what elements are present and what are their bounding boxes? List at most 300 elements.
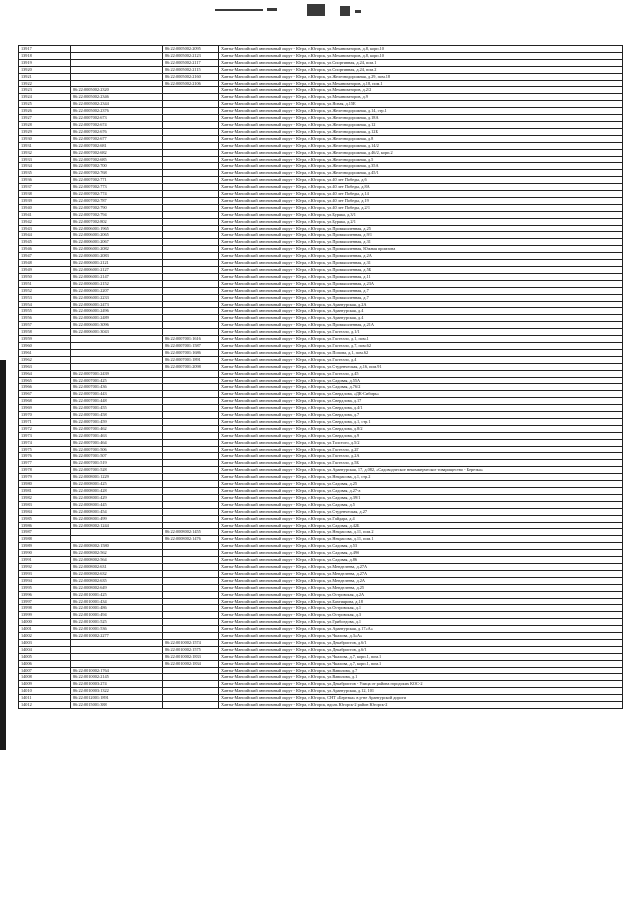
address-cell: Ханты-Мансийский автономный округ - Югра, г.Югорск, ул.Железнодорожная, д.5	[219, 156, 623, 163]
row-number-cell: 13960	[19, 342, 71, 349]
row-number-cell: 13924	[19, 94, 71, 101]
row-number-cell: 14004	[19, 646, 71, 653]
address-cell: Ханты-Мансийский автономный округ - Югра, г.Югорск, ул.Гастелло, д.45	[219, 370, 623, 377]
address-cell: Ханты-Мансийский автономный округ - Югра, г.Югорск, ул.Декабристов - Улица от района городских КОС-2	[219, 681, 623, 688]
premises-cadastral-number-cell	[163, 177, 219, 184]
address-cell: Ханты-Мансийский автономный округ - Югра, г.Югорск, ул.Промышленная, д.5Б	[219, 267, 623, 274]
address-cell: Ханты-Мансийский автономный округ - Югра, г.Югорск, ул.Садовая, д.42Б	[219, 522, 623, 529]
table-row	[19, 702, 623, 709]
address-cell: Ханты-Мансийский автономный округ - Югра, г.Югорск, ул.Спортивная, д.24, пом.2	[219, 66, 623, 73]
row-number-cell: 13975	[19, 446, 71, 453]
premises-cadastral-number-cell	[163, 432, 219, 439]
table-row	[19, 315, 623, 322]
table-row	[19, 425, 623, 432]
premises-cadastral-number-cell	[163, 204, 219, 211]
land-cadastral-number-cell: 86:22:0007002:802	[71, 218, 163, 225]
land-cadastral-number-cell: 86:22:0006001:2083	[71, 253, 163, 260]
table-row	[19, 66, 623, 73]
land-cadastral-number-cell: 86:22:0007001:436	[71, 384, 163, 391]
table-row	[19, 156, 623, 163]
land-cadastral-number-cell: 86:22:0007002:681	[71, 142, 163, 149]
premises-cadastral-number-cell: 86:22:0005002:2123	[163, 52, 219, 59]
row-number-cell: 13931	[19, 142, 71, 149]
table-row	[19, 46, 623, 53]
land-cadastral-number-cell	[71, 639, 163, 646]
address-cell: Ханты-Мансийский автономный округ - Югра, г.Югорск, ул.Свердлова, д.8/2	[219, 425, 623, 432]
land-cadastral-number-cell: 86:22:0010001:494	[71, 612, 163, 619]
row-number-cell: 13962	[19, 356, 71, 363]
table-row	[19, 460, 623, 467]
address-cell: Ханты-Мансийский автономный округ - Югра, г.Югорск, ул.40 лет Победы, д.6	[219, 177, 623, 184]
table-row	[19, 260, 623, 267]
land-cadastral-number-cell: 86:22:0008001:425	[71, 481, 163, 488]
table-row	[19, 121, 623, 128]
premises-cadastral-number-cell	[163, 446, 219, 453]
land-cadastral-number-cell	[71, 356, 163, 363]
table-row	[19, 177, 623, 184]
row-number-cell: 14007	[19, 667, 71, 674]
land-cadastral-number-cell: 86:22:0006001:2489	[71, 315, 163, 322]
land-cadastral-number-cell: 86:22:0006001:2147	[71, 273, 163, 280]
table-row	[19, 391, 623, 398]
address-cell: Ханты-Мансийский автономный округ - Югра, г.Югорск, ул.Гайдара, д.4	[219, 515, 623, 522]
address-cell: Ханты-Мансийский автономный округ - Югра, г.Югорск, ул.Свердлова, д.1, стр.1	[219, 418, 623, 425]
land-cadastral-number-cell	[71, 342, 163, 349]
land-cadastral-number-cell: 86:22:0010001:486	[71, 605, 163, 612]
address-cell: Ханты-Мансийский автономный округ - Югра, г.Югорск, ул.Промышленная, д.25	[219, 225, 623, 232]
premises-cadastral-number-cell	[163, 453, 219, 460]
table-row	[19, 94, 623, 101]
land-cadastral-number-cell: 86:22:0005002:2320	[71, 87, 163, 94]
address-cell: Ханты-Мансийский автономный округ - Югра, г.Югорск, ул.40 лет Победы, д.8А	[219, 184, 623, 191]
address-cell: Ханты-Мансийский автономный округ - Югра, г.Югорск, ул.Свердлова, д.4/1	[219, 405, 623, 412]
land-cadastral-number-cell	[71, 349, 163, 356]
row-number-cell: 13999	[19, 612, 71, 619]
land-cadastral-number-cell	[71, 66, 163, 73]
table-row	[19, 218, 623, 225]
premises-cadastral-number-cell	[163, 191, 219, 198]
table-row	[19, 653, 623, 660]
premises-cadastral-number-cell	[163, 501, 219, 508]
table-row	[19, 267, 623, 274]
table-row	[19, 59, 623, 66]
row-number-cell: 13956	[19, 315, 71, 322]
row-number-cell: 13939	[19, 197, 71, 204]
premises-cadastral-number-cell	[163, 391, 219, 398]
row-number-cell: 13968	[19, 398, 71, 405]
address-cell: Ханты-Мансийский автономный округ - Югра, г.Югорск, ул.Железнодорожная, д.45/1	[219, 170, 623, 177]
row-number-cell: 13969	[19, 405, 71, 412]
address-cell: Ханты-Мансийский автономный округ - Югра, г.Югорск, ул.Железнодорожная, д.18А	[219, 115, 623, 122]
premises-cadastral-number-cell: 86:22:0005002:2160	[163, 73, 219, 80]
premises-cadastral-number-cell	[163, 619, 219, 626]
row-number-cell: 13972	[19, 425, 71, 432]
land-cadastral-number-cell: 86:22:0008002:562	[71, 550, 163, 557]
table-row	[19, 273, 623, 280]
land-cadastral-number-cell: 86:22:0007002:771	[71, 177, 163, 184]
address-cell: Ханты-Мансийский автономный округ - Югра, г.Югорск, ул.Свердлова, д.9	[219, 432, 623, 439]
row-number-cell: 14010	[19, 688, 71, 695]
table-row	[19, 467, 623, 474]
premises-cadastral-number-cell	[163, 460, 219, 467]
address-cell: Ханты-Мансийский автономный округ - Югра, г.Югорск, ул.Железнодорожная, д.12	[219, 121, 623, 128]
land-cadastral-number-cell: 86:22:0007001:425	[71, 377, 163, 384]
land-cadastral-number-cell: 86:22:0008002:632	[71, 570, 163, 577]
premises-cadastral-number-cell	[163, 522, 219, 529]
land-cadastral-number-cell: 86:22:0008001:428	[71, 488, 163, 495]
row-number-cell: 13937	[19, 184, 71, 191]
table-row	[19, 584, 623, 591]
premises-cadastral-number-cell: 86:22:0010002:1575	[163, 646, 219, 653]
row-number-cell: 14005	[19, 653, 71, 660]
row-number-cell: 13951	[19, 280, 71, 287]
row-number-cell: 13973	[19, 432, 71, 439]
row-number-cell: 14008	[19, 674, 71, 681]
land-cadastral-number-cell: 86:22:0007001:519	[71, 460, 163, 467]
address-cell: Ханты-Мансийский автономный округ - Югра, г.Югорск, ул.Гастелло, д.2Г	[219, 446, 623, 453]
land-cadastral-number-cell: 86:22:0006001:2121	[71, 260, 163, 267]
address-cell: Ханты-Мансийский автономный округ - Югра, г.Югорск, ул.Садовая, д.39/1	[219, 494, 623, 501]
address-cell: Ханты-Мансийский автономный округ - Югра, г.Югорск, ул.Некрасова, д.11, пом.1	[219, 536, 623, 543]
table-row	[19, 598, 623, 605]
row-number-cell: 13944	[19, 232, 71, 239]
premises-cadastral-number-cell	[163, 211, 219, 218]
table-row	[19, 405, 623, 412]
row-number-cell: 13947	[19, 253, 71, 260]
table-row	[19, 550, 623, 557]
address-cell: Ханты-Мансийский автономный округ - Югра, г.Югорск, ул.Менделеева, д.27А	[219, 570, 623, 577]
row-number-cell: 13933	[19, 156, 71, 163]
address-cell: Ханты-Мансийский автономный округ - Югра, г.Югорск, ул.Островская, д.2А	[219, 591, 623, 598]
table-row	[19, 135, 623, 142]
premises-cadastral-number-cell	[163, 94, 219, 101]
premises-cadastral-number-cell	[163, 405, 219, 412]
address-cell: Ханты-Мансийский автономный округ - Югра, г.Югорск, ул.Гастелло, д.1/1	[219, 329, 623, 336]
table-row	[19, 432, 623, 439]
address-cell: Ханты-Мансийский автономный округ - Югра, г.Югорск, ул.Толстого, д.5/2	[219, 439, 623, 446]
address-cell: Ханты-Мансийский автономный округ - Югра, г.Югорск, ул.Промышленная, д.31	[219, 260, 623, 267]
row-number-cell: 13941	[19, 211, 71, 218]
premises-cadastral-number-cell	[163, 273, 219, 280]
address-cell: Ханты-Мансийский автономный округ - Югра, г.Югорск, ул.Ясная, д.15Е	[219, 101, 623, 108]
row-number-cell: 13967	[19, 391, 71, 398]
land-cadastral-number-cell: 86:22:0010001:425	[71, 591, 163, 598]
table-row	[19, 418, 623, 425]
address-cell: Ханты-Мансийский автономный округ - Югра, г.Югорск, ул.Студенческая, д.27	[219, 508, 623, 515]
table-row	[19, 384, 623, 391]
address-cell: Ханты-Мансийский автономный округ - Югра, г.Югорск, ул.Студенческая, д.16, пом.91	[219, 363, 623, 370]
row-number-cell: 14001	[19, 626, 71, 633]
land-cadastral-number-cell: 86:22:0008001:454	[71, 508, 163, 515]
row-number-cell: 13978	[19, 467, 71, 474]
row-number-cell: 13982	[19, 494, 71, 501]
table-row	[19, 191, 623, 198]
premises-cadastral-number-cell	[163, 370, 219, 377]
row-number-cell: 13925	[19, 101, 71, 108]
premises-cadastral-number-cell	[163, 246, 219, 253]
premises-cadastral-number-cell	[163, 702, 219, 709]
row-number-cell: 13950	[19, 273, 71, 280]
premises-cadastral-number-cell	[163, 149, 219, 156]
address-cell: Ханты-Мансийский автономный округ - Югра, г.Югорск, ул.Железнодорожная, д.14/2	[219, 142, 623, 149]
address-cell: Ханты-Мансийский автономный округ - Югра, г.Югорск, ул.Свердлова, д.17	[219, 398, 623, 405]
premises-cadastral-number-cell	[163, 474, 219, 481]
land-cadastral-number-cell: 86:22:0007001:464	[71, 439, 163, 446]
row-number-cell: 13996	[19, 591, 71, 598]
row-number-cell: 13963	[19, 363, 71, 370]
table-row	[19, 563, 623, 570]
register-table-wrap	[18, 45, 622, 709]
table-row	[19, 639, 623, 646]
row-number-cell: 14003	[19, 639, 71, 646]
row-number-cell: 13988	[19, 536, 71, 543]
land-cadastral-number-cell: 86:22:0010001:536	[71, 626, 163, 633]
land-cadastral-number-cell: 86:22:0010002:2145	[71, 674, 163, 681]
row-number-cell: 13922	[19, 80, 71, 87]
address-cell: Ханты-Мансийский автономный округ - Югра, г.Югорск, ул.Гастелло, д.1, пом.1	[219, 336, 623, 343]
address-cell: Ханты-Мансийский автономный округ - Югра, г.Югорск, ул.Буряка, д.2/1	[219, 218, 623, 225]
address-cell: Ханты-Мансийский автономный округ - Югра, г.Югорск, ул.Промышленная, д.31	[219, 239, 623, 246]
land-cadastral-number-cell: 86:22:0006001:2473	[71, 301, 163, 308]
land-cadastral-number-cell: 86:22:0007001:507	[71, 453, 163, 460]
land-cadastral-number-cell: 86:22:0005002:2346	[71, 94, 163, 101]
address-cell: Ханты-Мансийский автономный округ - Югра, г.Югорск, ул.Железнодорожная, д.14, стр.1	[219, 108, 623, 115]
table-row	[19, 142, 623, 149]
table-row	[19, 329, 623, 336]
row-number-cell: 13984	[19, 508, 71, 515]
address-cell: Ханты-Мансийский автономный округ - Югра, г.Югорск, ул.Механизаторов, д.8, корп.10	[219, 52, 623, 59]
table-row	[19, 197, 623, 204]
table-row	[19, 73, 623, 80]
land-cadastral-number-cell: 86:22:0007002:790	[71, 204, 163, 211]
premises-cadastral-number-cell	[163, 308, 219, 315]
premises-cadastral-number-cell	[163, 563, 219, 570]
row-number-cell: 13990	[19, 550, 71, 557]
row-number-cell: 13994	[19, 577, 71, 584]
row-number-cell: 13919	[19, 59, 71, 66]
row-number-cell: 13997	[19, 598, 71, 605]
row-number-cell: 14009	[19, 681, 71, 688]
address-cell: Ханты-Мансийский автономный округ - Югра, г.Югорск, ул.Железнодорожная, д.29, пом.18	[219, 73, 623, 80]
table-row	[19, 239, 623, 246]
premises-cadastral-number-cell	[163, 605, 219, 612]
table-row	[19, 474, 623, 481]
table-row	[19, 101, 623, 108]
land-cadastral-number-cell: 86:22:0007001:455	[71, 405, 163, 412]
table-row	[19, 294, 623, 301]
address-cell: Ханты-Мансийский автономный округ - Югра, г.Югорск, ул.Промышленная, д.7	[219, 294, 623, 301]
premises-cadastral-number-cell	[163, 695, 219, 702]
table-row	[19, 515, 623, 522]
land-cadastral-number-cell	[71, 536, 163, 543]
row-number-cell: 13992	[19, 563, 71, 570]
land-cadastral-number-cell: 86:22:0007001:459	[71, 418, 163, 425]
premises-cadastral-number-cell	[163, 688, 219, 695]
premises-cadastral-number-cell	[163, 225, 219, 232]
table-row	[19, 253, 623, 260]
premises-cadastral-number-cell	[163, 232, 219, 239]
premises-cadastral-number-cell	[163, 557, 219, 564]
scan-edge-bar	[0, 360, 6, 750]
address-cell: Ханты-Мансийский автономный округ - Югра, г.Югорск, ул.40 лет Победы, д.2/1	[219, 204, 623, 211]
address-cell: Ханты-Мансийский автономный округ - Югра, г.Югорск, ул.Механизаторов, д.2/2	[219, 87, 623, 94]
row-number-cell: 13964	[19, 370, 71, 377]
land-cadastral-number-cell: 86:22:0006001:2065	[71, 232, 163, 239]
land-cadastral-number-cell: 86:22:0007002:794	[71, 211, 163, 218]
address-cell: Ханты-Мансийский автономный округ - Югра, г.Югорск, ул.Садовая, д.25	[219, 481, 623, 488]
row-number-cell: 13921	[19, 73, 71, 80]
land-cadastral-number-cell	[71, 336, 163, 343]
address-cell: Ханты-Мансийский автономный округ - Югра, г.Югорск, вдоль Югорск-2 район Югорск-2	[219, 702, 623, 709]
premises-cadastral-number-cell: 86:22:0007001:1891	[163, 356, 219, 363]
row-number-cell: 13991	[19, 557, 71, 564]
land-cadastral-number-cell: 86:22:0006001:1965	[71, 225, 163, 232]
land-cadastral-number-cell	[71, 529, 163, 536]
land-cadastral-number-cell: 86:22:0007002:677	[71, 135, 163, 142]
land-cadastral-number-cell: 86:22:0006001:3043	[71, 329, 163, 336]
row-number-cell: 13934	[19, 163, 71, 170]
land-cadastral-number-cell: 86:22:0010003:274	[71, 681, 163, 688]
premises-cadastral-number-cell	[163, 425, 219, 432]
address-cell: Ханты-Мансийский автономный округ - Югра, г.Югорск, ул.Садовая, д.49б	[219, 550, 623, 557]
address-cell: Ханты-Мансийский автономный округ - Югра, г.Югорск, ул.Островская, д.3	[219, 612, 623, 619]
premises-cadastral-number-cell	[163, 260, 219, 267]
row-number-cell: 13958	[19, 329, 71, 336]
address-cell: Ханты-Мансийский автономный округ - Югра, г.Югорск, ул.Декабристов, д.6/1	[219, 639, 623, 646]
table-row	[19, 674, 623, 681]
row-number-cell: 14006	[19, 660, 71, 667]
row-number-cell: 13981	[19, 488, 71, 495]
premises-cadastral-number-cell	[163, 294, 219, 301]
premises-cadastral-number-cell: 86:22:0007001:1686	[163, 349, 219, 356]
row-number-cell: 13917	[19, 46, 71, 53]
address-cell: Ханты-Мансийский автономный округ - Югра, г.Югорск, ул.Менделеева, д.27А	[219, 563, 623, 570]
address-cell: Ханты-Мансийский автономный округ - Югра, г.Югорск, ул.Промышленная, д.2А	[219, 253, 623, 260]
premises-cadastral-number-cell	[163, 626, 219, 633]
land-cadastral-number-cell: 86:22:0008002:564	[71, 557, 163, 564]
row-number-cell: 13954	[19, 301, 71, 308]
row-number-cell: 13980	[19, 481, 71, 488]
premises-cadastral-number-cell	[163, 101, 219, 108]
premises-cadastral-number-cell	[163, 197, 219, 204]
premises-cadastral-number-cell: 86:22:0010002:1834	[163, 660, 219, 667]
row-number-cell: 13926	[19, 108, 71, 115]
row-number-cell: 13953	[19, 294, 71, 301]
table-row	[19, 356, 623, 363]
land-cadastral-number-cell	[71, 363, 163, 370]
land-cadastral-number-cell: 86:22:0007002:773	[71, 184, 163, 191]
address-cell: Ханты-Мансийский автономный округ - Югра, г.Югорск, ул.Садовая, д.53	[219, 543, 623, 550]
address-cell: Ханты-Мансийский автономный округ - Югра, г.Югорск, ул.Промышленная, д.23А	[219, 280, 623, 287]
address-cell: Ханты-Мансийский автономный округ - Югра, г.Югорск, ул.Промышленная, д.21А	[219, 322, 623, 329]
address-cell: Ханты-Мансийский автономный округ - Югра, г.Югорск, ул.Декабристов, д.6/1	[219, 646, 623, 653]
row-number-cell: 13923	[19, 87, 71, 94]
premises-cadastral-number-cell: 86:22:0005002:2117	[163, 59, 219, 66]
table-row	[19, 557, 623, 564]
land-cadastral-number-cell: 86:22:0008002:1580	[71, 543, 163, 550]
land-cadastral-number-cell: 86:22:0006001:2127	[71, 267, 163, 274]
land-cadastral-number-cell: 86:22:0008002:1244	[71, 522, 163, 529]
land-cadastral-number-cell	[71, 80, 163, 87]
table-row	[19, 412, 623, 419]
row-number-cell: 13938	[19, 191, 71, 198]
land-cadastral-number-cell: 86:22:0010003:1322	[71, 688, 163, 695]
table-row	[19, 184, 623, 191]
land-cadastral-number-cell: 86:22:0006001:2067	[71, 239, 163, 246]
premises-cadastral-number-cell	[163, 612, 219, 619]
table-row	[19, 612, 623, 619]
table-row	[19, 522, 623, 529]
premises-cadastral-number-cell	[163, 218, 219, 225]
land-cadastral-number-cell: 86:22:0007002:685	[71, 156, 163, 163]
table-row	[19, 170, 623, 177]
row-number-cell: 13936	[19, 177, 71, 184]
row-number-cell: 13929	[19, 128, 71, 135]
premises-cadastral-number-cell	[163, 412, 219, 419]
address-cell: Ханты-Мансийский автономный округ - Югра, г.Югорск, ул.Механизаторов, д.8, корп.10	[219, 46, 623, 53]
table-row	[19, 280, 623, 287]
land-cadastral-number-cell: 86:22:0007001:463	[71, 432, 163, 439]
land-cadastral-number-cell: 86:22:0007001:448	[71, 398, 163, 405]
row-number-cell: 13948	[19, 260, 71, 267]
table-row	[19, 446, 623, 453]
table-row	[19, 543, 623, 550]
address-cell: Ханты-Мансийский автономный округ - Югра, г.Югорск, ул.Чкалова, д.7, корп.1, пом.1	[219, 653, 623, 660]
address-cell: Ханты-Мансийский автономный округ - Югра, г.Югорск, ул.Гастелло, д.7, пом.62	[219, 342, 623, 349]
land-cadastral-number-cell	[71, 660, 163, 667]
table-row	[19, 211, 623, 218]
table-row	[19, 225, 623, 232]
premises-cadastral-number-cell	[163, 481, 219, 488]
land-cadastral-number-cell: 86:22:0008001:499	[71, 515, 163, 522]
table-row	[19, 336, 623, 343]
address-cell: Ханты-Мансийский автономный округ - Югра, г.Югорск, ул.Свердлова, д.7	[219, 412, 623, 419]
table-row	[19, 52, 623, 59]
premises-cadastral-number-cell	[163, 135, 219, 142]
premises-cadastral-number-cell	[163, 488, 219, 495]
land-cadastral-number-cell: 86:22:0008001:445	[71, 501, 163, 508]
address-cell: Ханты-Мансийский автономный округ - Югра, г.Югорск, ул.40 лет Победы, д.14	[219, 191, 623, 198]
premises-cadastral-number-cell	[163, 439, 219, 446]
row-number-cell: 13955	[19, 308, 71, 315]
row-number-cell: 13989	[19, 543, 71, 550]
table-row	[19, 591, 623, 598]
row-number-cell: 13986	[19, 522, 71, 529]
premises-cadastral-number-cell	[163, 418, 219, 425]
table-row	[19, 619, 623, 626]
land-cadastral-number-cell	[71, 653, 163, 660]
premises-cadastral-number-cell	[163, 550, 219, 557]
land-cadastral-number-cell: 86:22:0006001:3096	[71, 322, 163, 329]
premises-cadastral-number-cell	[163, 377, 219, 384]
premises-cadastral-number-cell	[163, 115, 219, 122]
address-cell: Ханты-Мансийский автономный округ - Югра, г.Югорск, ул.Гастелло, д.2А	[219, 453, 623, 460]
premises-cadastral-number-cell	[163, 598, 219, 605]
table-row	[19, 149, 623, 156]
table-row	[19, 342, 623, 349]
address-cell: Ханты-Мансийский автономный округ - Югра, г.Югорск, ул.Грибоедова, д.1	[219, 619, 623, 626]
land-cadastral-number-cell: 86:22:0006001:2082	[71, 246, 163, 253]
address-cell: Ханты-Мансийский автономный округ - Югра, г.Югорск, ул.Некрасова, д.1, стр.2	[219, 474, 623, 481]
table-row	[19, 163, 623, 170]
land-cadastral-number-cell: 86:22:0010001:434	[71, 598, 163, 605]
address-cell: Ханты-Мансийский автономный округ - Югра, г.Югорск, ул.Садовая, д.55А	[219, 377, 623, 384]
address-cell: Ханты-Мансийский автономный округ - Югра, г.Югорск, ул.Бахтиярова, д.18	[219, 598, 623, 605]
address-cell: Ханты-Мансийский автономный округ - Югра, г.Югорск, ул.Арантурская, д.4	[219, 315, 623, 322]
address-cell: Ханты-Мансийский автономный округ - Югра, г.Югорск, ул.Арантурская, д.17«А»	[219, 626, 623, 633]
premises-cadastral-number-cell	[163, 577, 219, 584]
table-row	[19, 660, 623, 667]
